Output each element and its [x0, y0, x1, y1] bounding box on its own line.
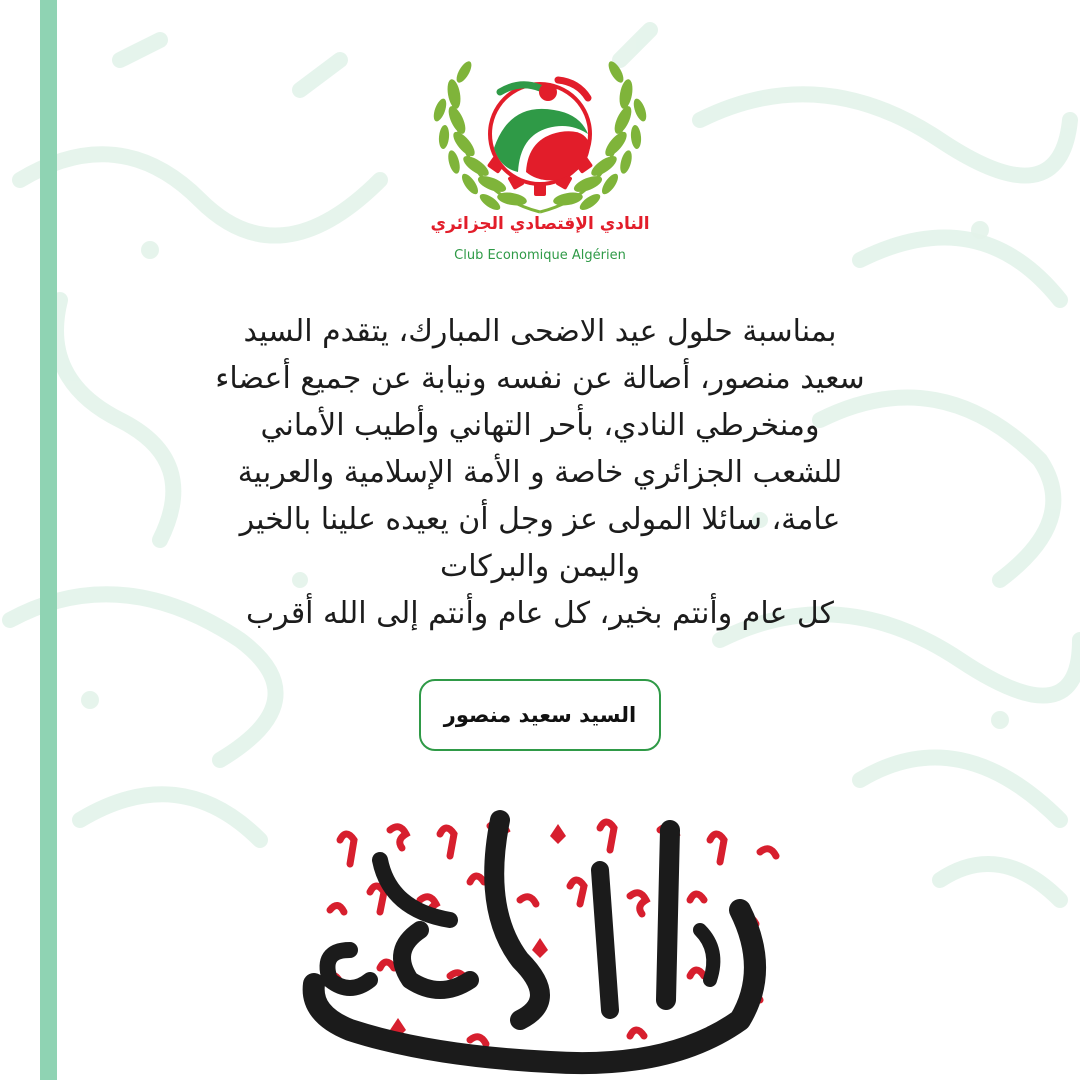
- laurel-wreath-gear-icon: [430, 22, 650, 272]
- signature-box: [419, 679, 661, 751]
- signature-name: السيد سعيد منصور: [443, 703, 637, 727]
- message-line: كل عام وأنتم بخير، كل عام وأنتم إلى الله أقرب: [246, 596, 834, 631]
- message-line: للشعب الجزائري خاصة و الأمة الإسلامية والعربية: [237, 455, 843, 490]
- club-name-french: Club Economique Algérien: [454, 248, 626, 263]
- club-name-arabic: النادي الإقتصادي الجزائري: [430, 214, 650, 234]
- message-line: سعيد منصور، أصالة عن نفسه ونيابة عن جميع أعضاء: [215, 361, 865, 396]
- eid-al-adha-calligraphy-icon: [270, 800, 810, 1080]
- side-accent-bar: [40, 0, 57, 1080]
- message-line: عامة، سائلا المولى عز وجل أن يعيده علينا بالخير: [239, 502, 841, 537]
- greeting-message: [120, 308, 960, 637]
- message-line: بمناسبة حلول عيد الاضحى المبارك، يتقدم السيد: [243, 314, 837, 349]
- message-line: واليمن والبركات: [440, 549, 640, 584]
- message-line: ومنخرطي النادي، بأحر التهاني وأطيب الأماني: [260, 408, 820, 443]
